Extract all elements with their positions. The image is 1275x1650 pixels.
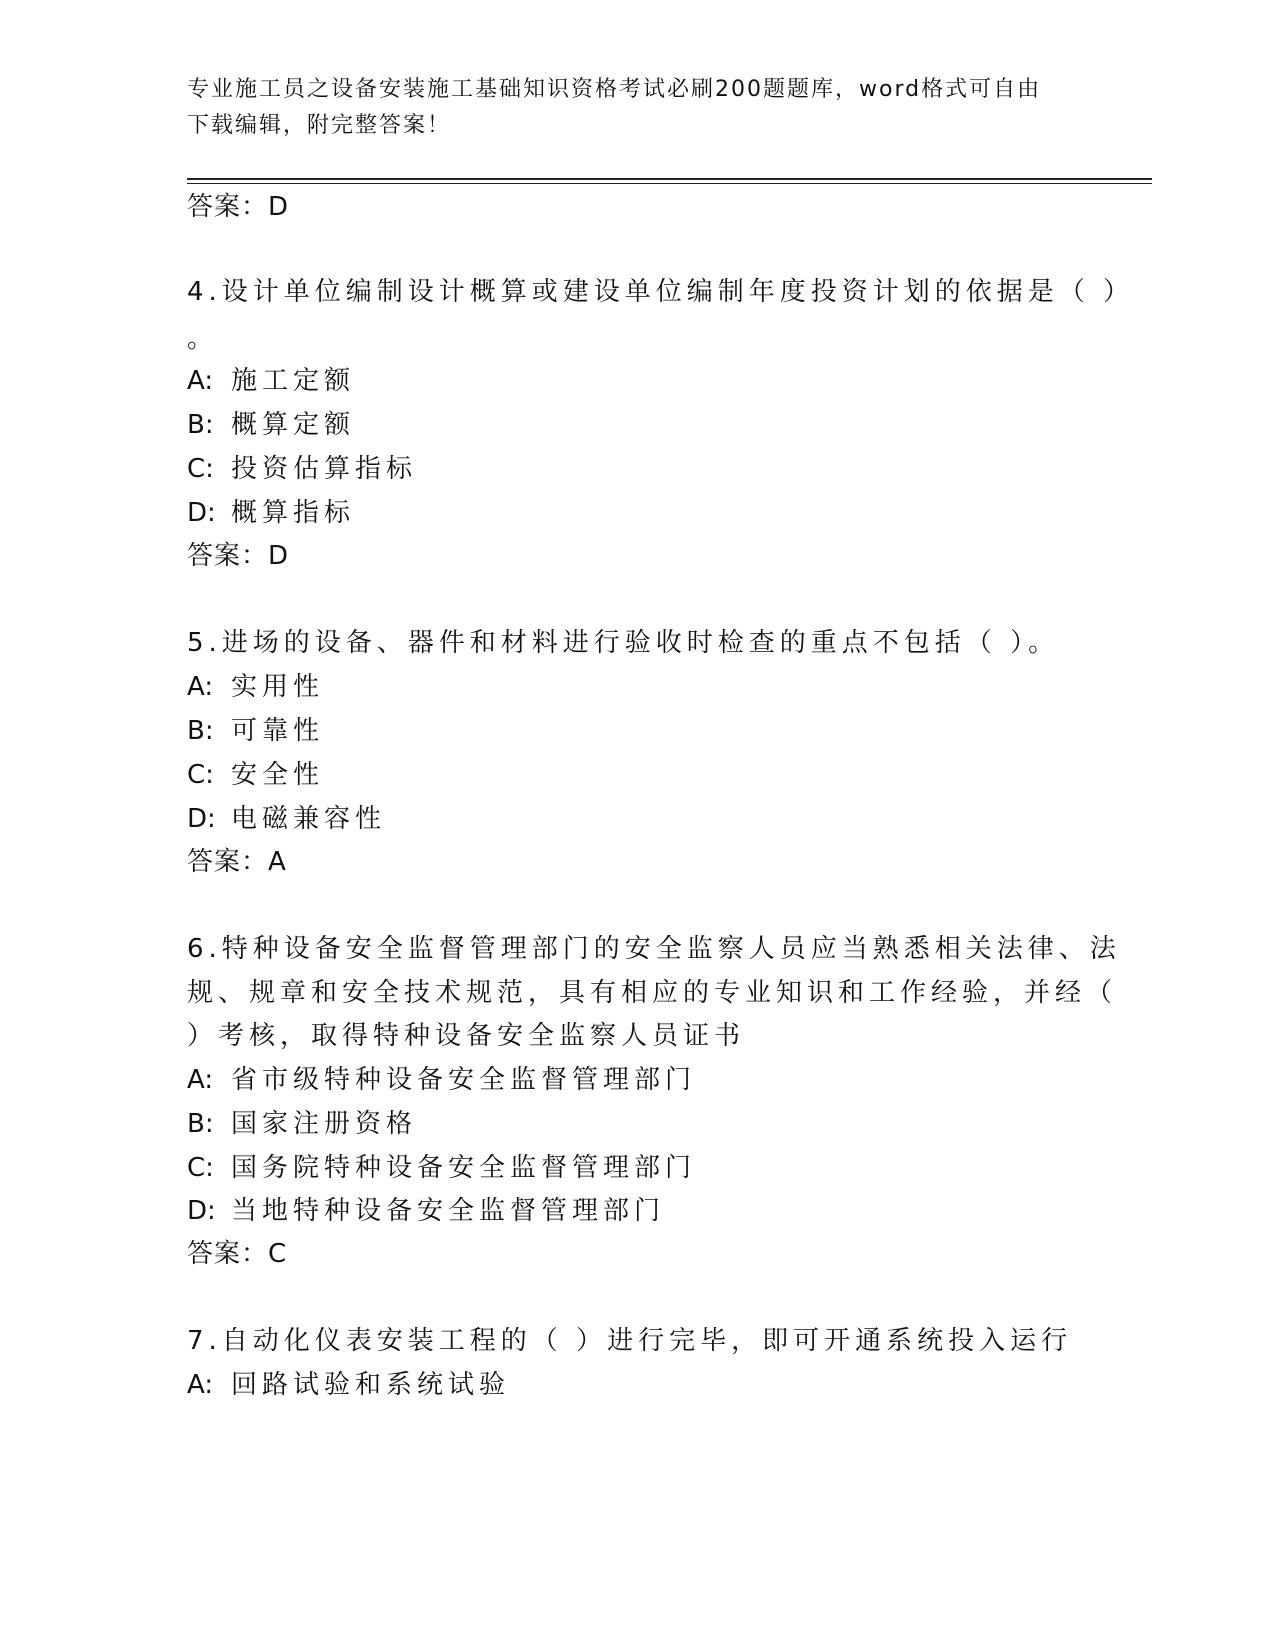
option-letter: C: (187, 1153, 214, 1183)
option-text: 概算指标 (231, 498, 356, 528)
option-text: 电磁兼容性 (231, 804, 387, 834)
option-letter: A: (187, 1065, 214, 1095)
answer-q6: 答案：C (187, 1239, 288, 1269)
option-letter: B: (187, 716, 214, 746)
question-4-option-c (187, 448, 417, 485)
option-text: 安全性 (231, 760, 325, 790)
option-letter: D: (187, 804, 216, 834)
answer-q5: 答案：A (187, 847, 287, 877)
option-text: 概算定额 (231, 410, 356, 440)
header-line-1: 专业施工员之设备安装施工基础知识资格考试必刷200题题库，word格式可自由 (187, 77, 1042, 102)
question-6-option-c (187, 1147, 696, 1184)
option-letter: D: (187, 498, 216, 528)
question-4-text-line-1: 4.设计单位编制设计概算或建设单位编制年度投资计划的依据是（ ） (187, 277, 1135, 307)
option-letter: C: (187, 760, 214, 790)
question-5-option-d (187, 798, 386, 835)
option-text: 实用性 (231, 672, 325, 702)
header-line-2: 下载编辑，附完整答案！ (187, 113, 452, 138)
option-letter: B: (187, 1109, 214, 1139)
option-text: 投资估算指标 (231, 454, 418, 484)
answer-q3: 答案：D (187, 192, 290, 222)
question-5-option-b (187, 710, 324, 747)
question-5-text-line-1: 5.进场的设备、器件和材料进行验收时检查的重点不包括（ ）。 (187, 628, 1060, 658)
question-4-option-d (187, 492, 355, 529)
document-header (187, 72, 1067, 144)
option-letter: D: (187, 1196, 216, 1226)
question-6-option-b (187, 1103, 417, 1140)
question-4-option-b (187, 404, 355, 441)
option-text: 当地特种设备安全监督管理部门 (231, 1196, 666, 1226)
option-letter: B: (187, 410, 214, 440)
question-6-text-line-3: ）考核，取得特种设备安全监察人员证书 (187, 1021, 746, 1051)
option-text: 国务院特种设备安全监督管理部门 (231, 1153, 697, 1183)
question-5-option-c (187, 754, 324, 791)
option-letter: A: (187, 366, 214, 396)
question-7-option-a (187, 1364, 510, 1401)
question-7-text-line-1: 7.自动化仪表安装工程的（ ）进行完毕，即可开通系统投入运行 (187, 1326, 1073, 1356)
question-4-text-line-2: 。 (187, 324, 219, 354)
option-letter: A: (187, 672, 214, 702)
header-divider-thick (187, 178, 1152, 180)
question-4-option-a (187, 360, 355, 397)
option-letter: A: (187, 1370, 214, 1400)
option-text: 回路试验和系统试验 (231, 1370, 511, 1400)
option-letter: C: (187, 454, 214, 484)
option-text: 可靠性 (231, 716, 325, 746)
question-6-text-line-1: 6.特种设备安全监督管理部门的安全监察人员应当熟悉相关法律、法 (187, 934, 1121, 964)
answer-q4: 答案：D (187, 541, 290, 571)
option-text: 省市级特种设备安全监督管理部门 (231, 1065, 697, 1095)
question-6-option-a (187, 1059, 696, 1096)
header-divider-thin (187, 183, 1152, 184)
question-6-option-d (187, 1190, 665, 1227)
option-text: 施工定额 (231, 366, 356, 396)
question-5-option-a (187, 666, 324, 703)
question-6-text-line-2: 规、规章和安全技术规范，具有相应的专业知识和工作经验，并经（ (187, 978, 1118, 1008)
option-text: 国家注册资格 (231, 1109, 418, 1139)
